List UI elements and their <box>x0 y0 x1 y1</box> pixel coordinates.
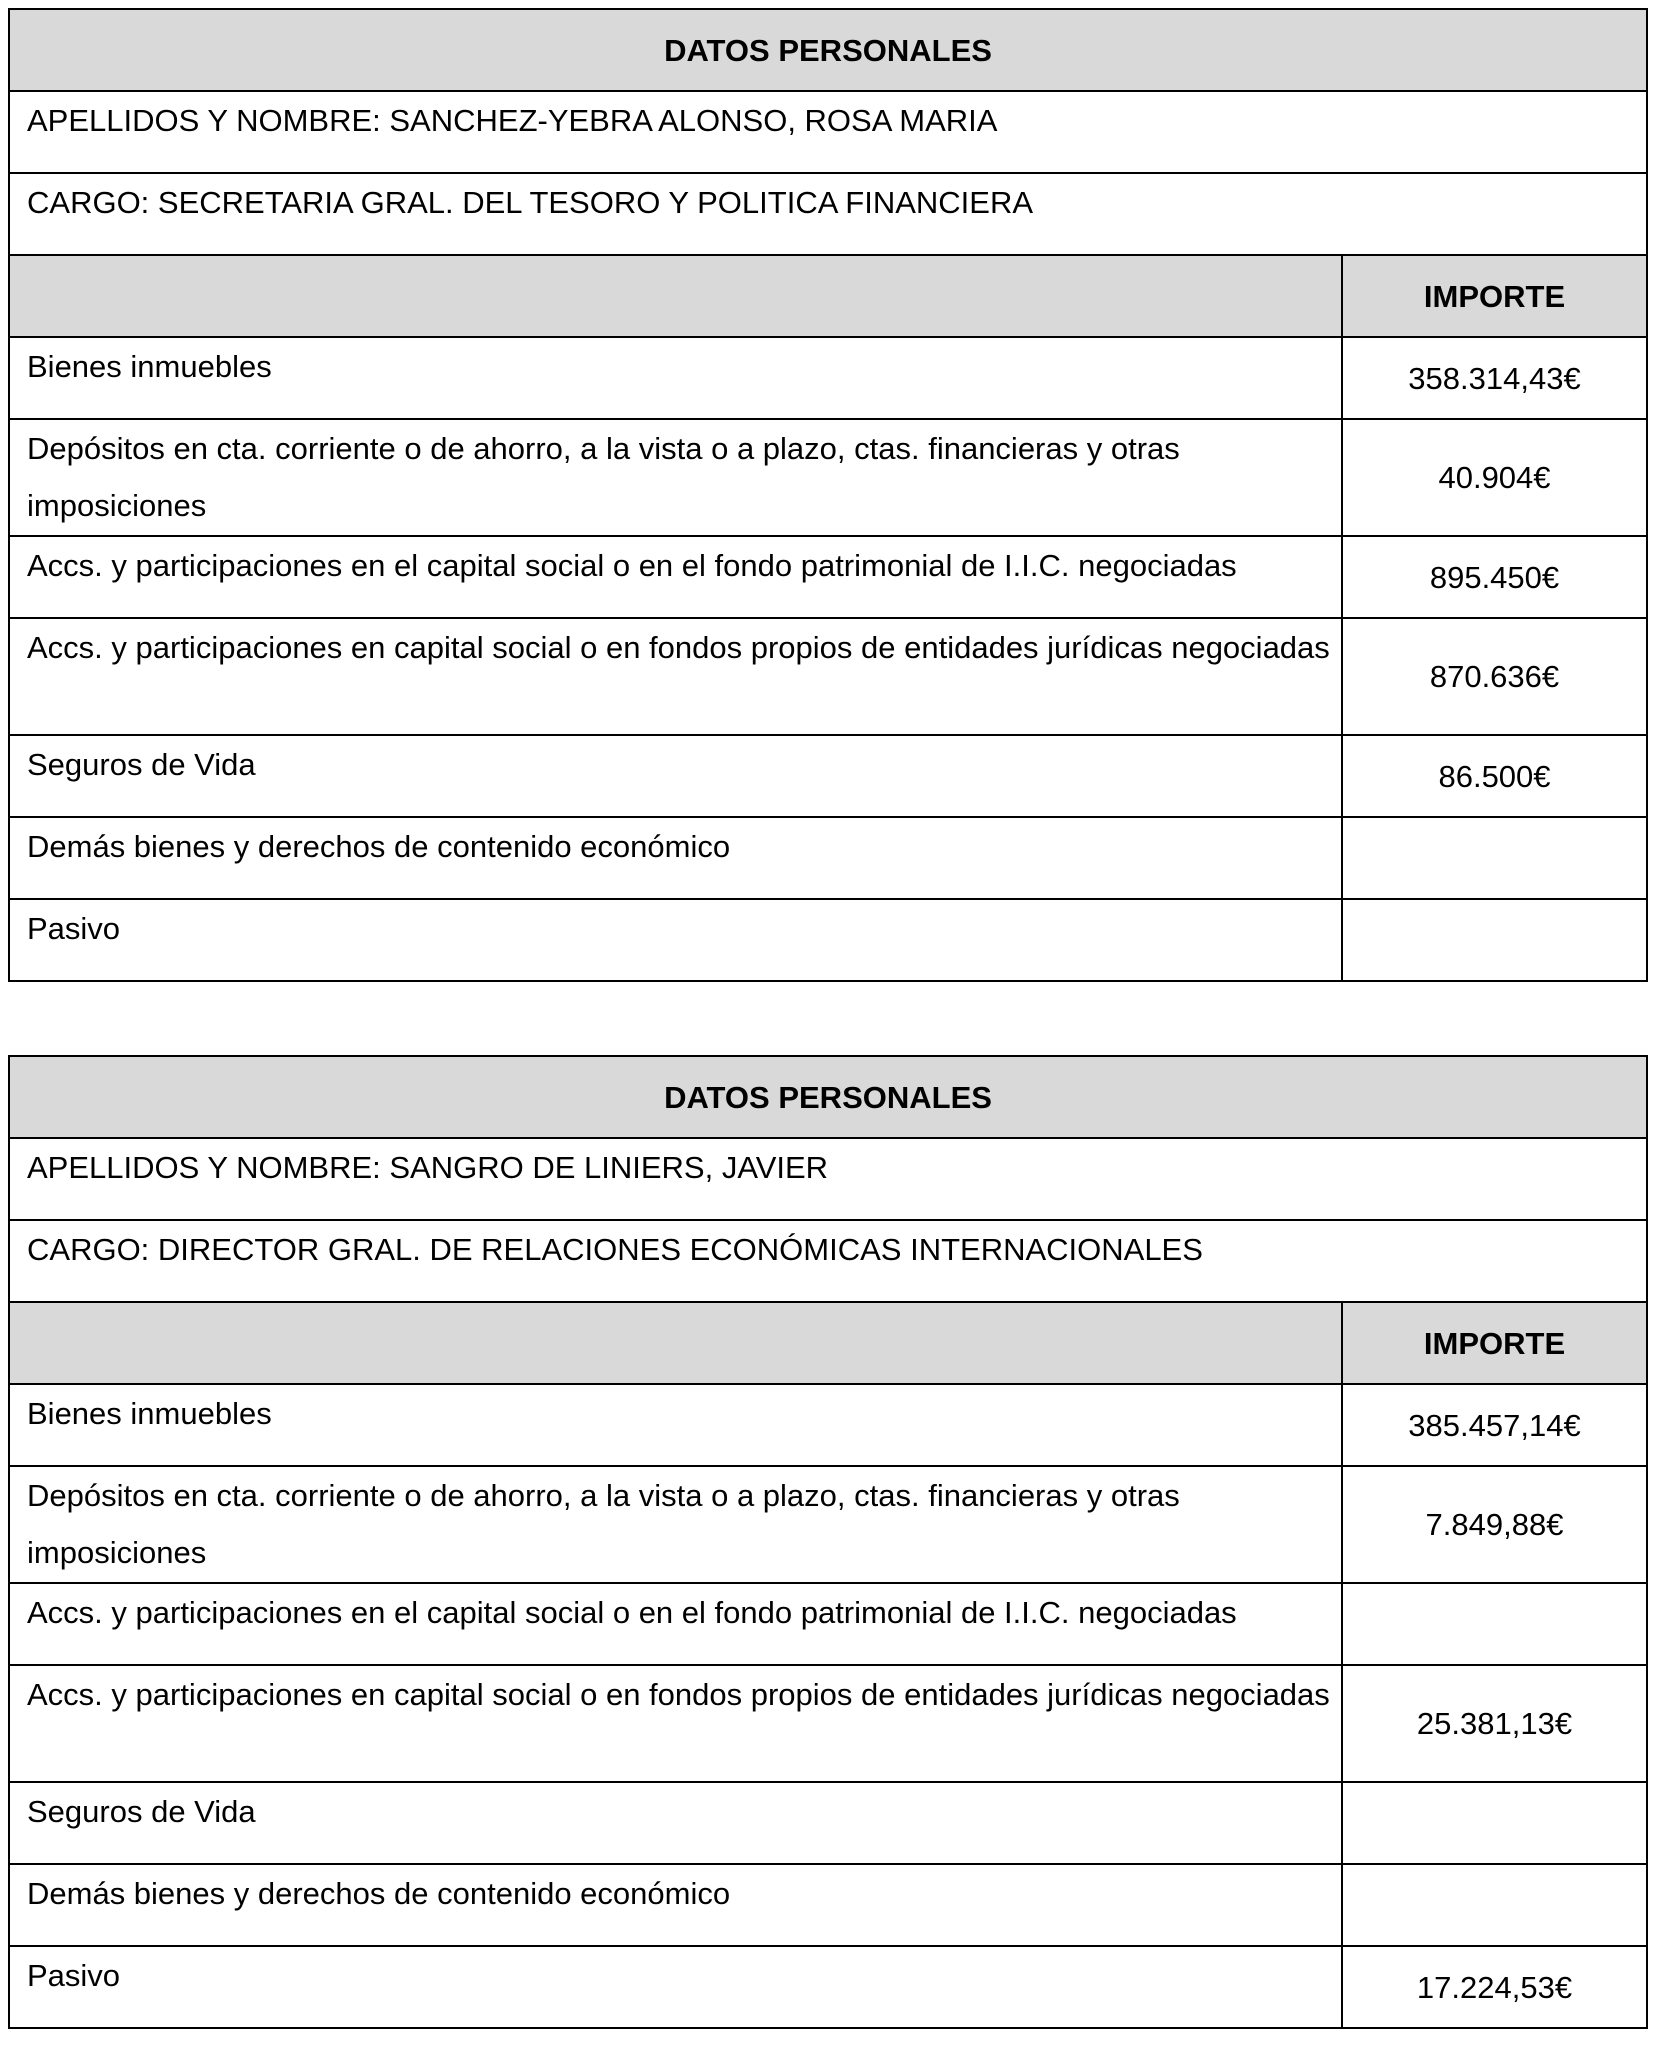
row-label: Demás bienes y derechos de contenido económico <box>9 817 1342 899</box>
table-row <box>9 1466 1647 1583</box>
table-row <box>9 419 1647 536</box>
row-amount: 895.450€ <box>1342 536 1647 618</box>
row-amount: 86.500€ <box>1342 735 1647 817</box>
label-column-header <box>9 1302 1342 1384</box>
row-amount <box>1342 1782 1647 1864</box>
cargo-line: CARGO: SECRETARIA GRAL. DEL TESORO Y POLITICA FINANCIERA <box>9 173 1647 255</box>
title-row <box>9 1056 1647 1138</box>
row-amount <box>1342 1583 1647 1665</box>
table-row <box>9 1782 1647 1864</box>
row-label: Demás bienes y derechos de contenido económico <box>9 1864 1342 1946</box>
row-label: Depósitos en cta. corriente o de ahorro, a la vista o a plazo, ctas. financieras y otras imposiciones <box>9 419 1342 536</box>
amount-column-header: IMPORTE <box>1342 255 1647 337</box>
row-label: Bienes inmuebles <box>9 337 1342 419</box>
table-title: DATOS PERSONALES <box>9 9 1647 91</box>
row-label: Accs. y participaciones en capital social o en fondos propios de entidades jurídicas negociadas <box>9 1665 1342 1782</box>
column-header-row <box>9 255 1647 337</box>
table-title: DATOS PERSONALES <box>9 1056 1647 1138</box>
row-amount: 17.224,53€ <box>1342 1946 1647 2028</box>
row-label: Seguros de Vida <box>9 735 1342 817</box>
table-row <box>9 536 1647 618</box>
row-label: Depósitos en cta. corriente o de ahorro, a la vista o a plazo, ctas. financieras y otras imposiciones <box>9 1466 1342 1583</box>
table-row <box>9 618 1647 735</box>
row-amount: 870.636€ <box>1342 618 1647 735</box>
row-label: Bienes inmuebles <box>9 1384 1342 1466</box>
title-row <box>9 9 1647 91</box>
table-row <box>9 735 1647 817</box>
table-row <box>9 899 1647 981</box>
table-row <box>9 337 1647 419</box>
name-row <box>9 91 1647 173</box>
amount-column-header: IMPORTE <box>1342 1302 1647 1384</box>
row-amount: 25.381,13€ <box>1342 1665 1647 1782</box>
row-label: Accs. y participaciones en el capital social o en el fondo patrimonial de I.I.C. negociadas <box>9 536 1342 618</box>
row-amount <box>1342 1864 1647 1946</box>
table-row <box>9 1583 1647 1665</box>
name-line: APELLIDOS Y NOMBRE: SANCHEZ-YEBRA ALONSO, ROSA MARIA <box>9 91 1647 173</box>
table-row <box>9 817 1647 899</box>
row-amount: 7.849,88€ <box>1342 1466 1647 1583</box>
row-amount: 358.314,43€ <box>1342 337 1647 419</box>
table-row <box>9 1946 1647 2028</box>
declaration-table-2 <box>8 1055 1648 2029</box>
cargo-row <box>9 1220 1647 1302</box>
declaration-table-1 <box>8 8 1648 982</box>
table-row <box>9 1384 1647 1466</box>
row-label: Seguros de Vida <box>9 1782 1342 1864</box>
row-label: Accs. y participaciones en el capital social o en el fondo patrimonial de I.I.C. negociadas <box>9 1583 1342 1665</box>
row-amount: 385.457,14€ <box>1342 1384 1647 1466</box>
name-line: APELLIDOS Y NOMBRE: SANGRO DE LINIERS, JAVIER <box>9 1138 1647 1220</box>
label-column-header <box>9 255 1342 337</box>
row-label: Accs. y participaciones en capital social o en fondos propios de entidades jurídicas negociadas <box>9 618 1342 735</box>
row-amount <box>1342 817 1647 899</box>
row-amount <box>1342 899 1647 981</box>
cargo-line: CARGO: DIRECTOR GRAL. DE RELACIONES ECONÓMICAS INTERNACIONALES <box>9 1220 1647 1302</box>
row-label: Pasivo <box>9 1946 1342 2028</box>
table-row <box>9 1665 1647 1782</box>
cargo-row <box>9 173 1647 255</box>
row-amount: 40.904€ <box>1342 419 1647 536</box>
row-label: Pasivo <box>9 899 1342 981</box>
table-row <box>9 1864 1647 1946</box>
name-row <box>9 1138 1647 1220</box>
column-header-row <box>9 1302 1647 1384</box>
